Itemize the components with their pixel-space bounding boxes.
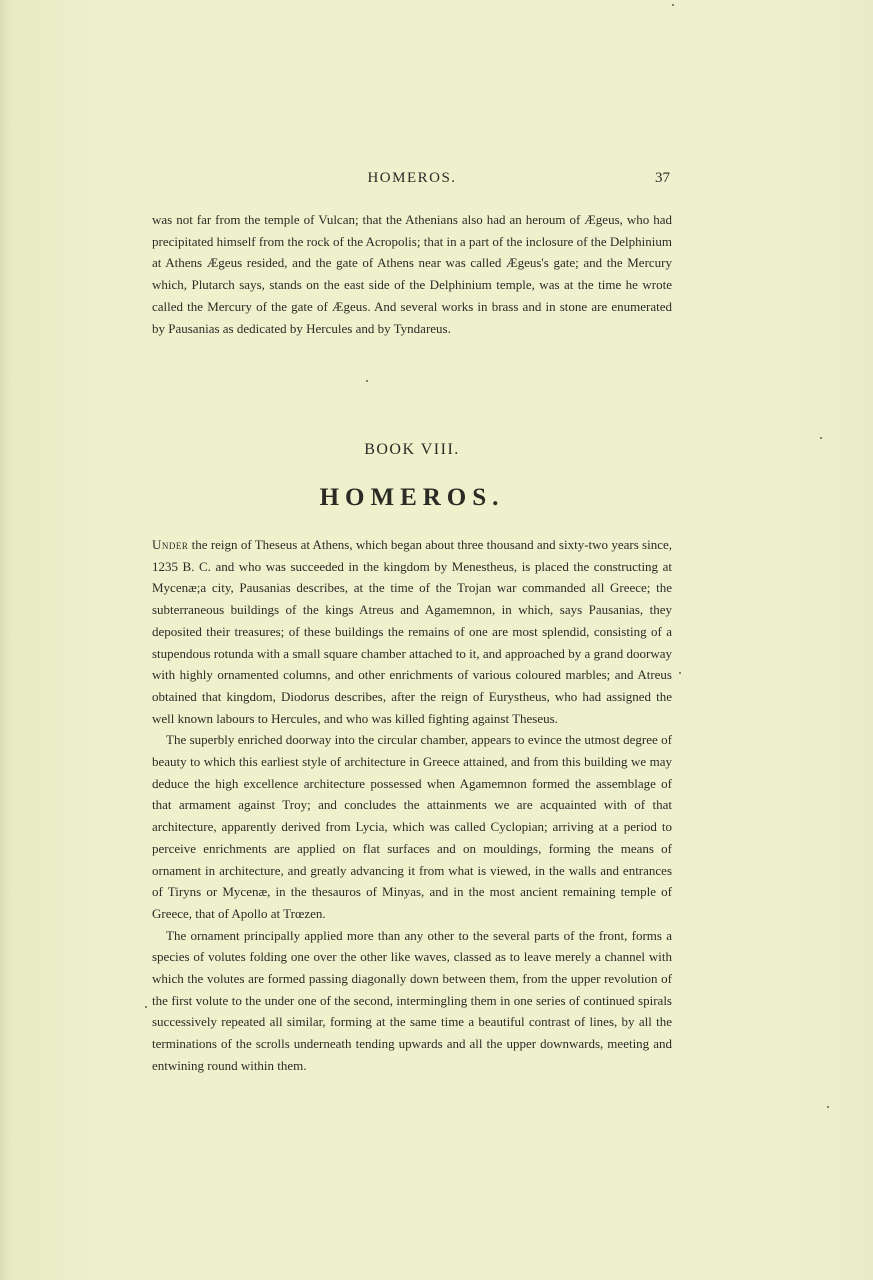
running-head bbox=[152, 170, 672, 190]
chapter-title: HOMEROS. bbox=[319, 484, 505, 511]
paper-speck bbox=[145, 1006, 147, 1008]
continued-paragraph: was not far from the temple of Vulcan; that the Athenians also had an heroum of Ægeus, who had precipitated himself from the rock of the Acropolis; that in a part of the inclosure of the Delphinium at Athens Ægeus resided, and the gate of Athens near was called Ægeus's gate; and the Mercury which, Plutarch says, stands on the east side of the Delphinium temple, was at the time he wrote called the Mercury of the gate of Ægeus. And several works in brass and in stone are enumerated by Pausanias as dedicated by Hercules and by Tyndareus. bbox=[152, 212, 672, 336]
chapter-body bbox=[152, 534, 672, 1077]
paragraph-1 bbox=[152, 534, 672, 729]
paragraph-3: The ornament principally applied more than any other to the several parts of the front, forms a species of volutes folding one over the other like waves, classed as to leave merely a channel with which the volutes are formed passing diagonally down between them, from the upper revolution of the first volute to the under one of the second, intermingling them in one series of continued spirals successively repeated all similar, forming at the same time a beautiful contrast of lines, by all the terminations of the scrolls underneath tending upwards and all the upper downwards, meeting and entwining round within them. bbox=[152, 927, 672, 1073]
paper-speck bbox=[672, 4, 674, 6]
running-head-title: HOMEROS. bbox=[367, 170, 457, 186]
paper-speck bbox=[820, 437, 822, 439]
paper-speck bbox=[679, 672, 681, 674]
paragraph-2: The superbly enriched doorway into the circular chamber, appears to evince the utmost degree of beauty to which this earliest style of architecture in Greece attained, and from this building we may deduce the high excellence architecture possessed when Agamemnon formed the assemblage of that armament against Troy; and concludes the attainments we are acquainted with of that architecture, apparently derived from Lycia, which was called Cyclopian; arriving at a period to perceive enrichments are applied on flat surfaces and on mouldings, forming the means of ornament in architecture, and greatly advancing it from what is viewed, in the walls and entrances of Tiryns or Mycenæ, in the thesauros of Minyas, and in the most ancient remaining temple of Greece, that of Apollo at Trœzen. bbox=[152, 732, 672, 921]
paper-speck bbox=[366, 380, 368, 382]
paper-speck bbox=[827, 1106, 829, 1108]
page-gutter-shadow bbox=[0, 0, 10, 1280]
page-number: 37 bbox=[655, 170, 670, 186]
book-heading: BOOK VIII. bbox=[364, 441, 460, 458]
paragraph-1-text: the reign of Theseus at Athens, which began about three thousand and sixty-two years since, 1235 B. C. and who was succeeded in the kingdom by Menestheus, is placed the constructing at Mycenæ;a city, Pausanias describes, at the time of the Trojan war commanded all Greece; the subterraneous buildings of the kings Atreus and Agamemnon, in which, says Pausanias, they deposited their treasures; of these buildings the remains of one are most splendid, consisting of a stupendous rotunda with a small square chamber attached to it, and approached by a grand doorway with highly ornamented columns, and other enrichments of various coloured marbles; and Atreus obtained that kingdom, Diodorus describes, after the reign of Eurystheus, who had assigned the well known labours to Hercules, and who was killed fighting against Theseus. bbox=[152, 537, 672, 726]
continued-paragraph-block bbox=[152, 209, 672, 339]
paragraph-1-lead: Under bbox=[152, 537, 189, 552]
